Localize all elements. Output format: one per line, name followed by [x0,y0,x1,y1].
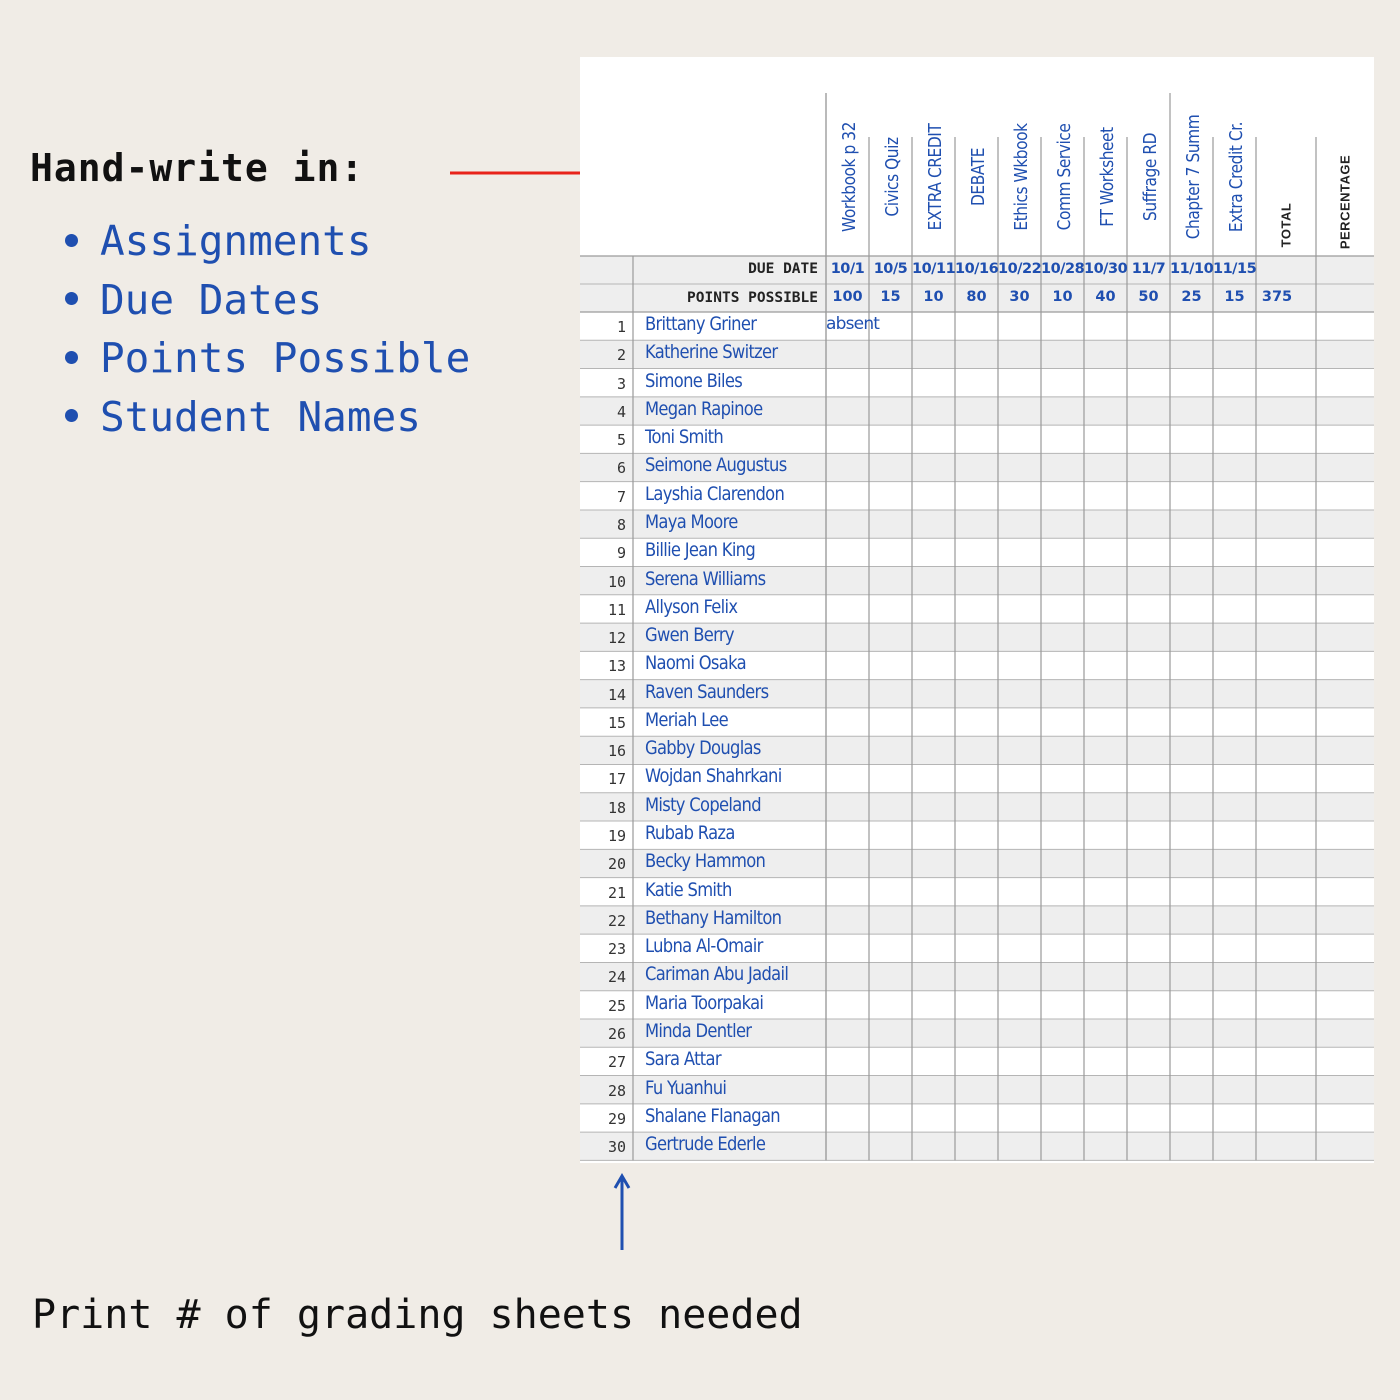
row-number: 30 [607,1138,626,1157]
due-date: 10/22 [998,261,1042,277]
row-number: 14 [607,685,626,704]
student-name: Meriah Lee [645,708,729,731]
points-possible: 10 [1052,289,1073,305]
due-date: 10/28 [1041,261,1085,277]
student-name: Sara Attar [645,1048,721,1071]
student-name: Shalane Flanagan [645,1104,780,1127]
row-number: 16 [607,742,626,761]
points-possible: 15 [880,289,901,305]
row-number: 24 [607,968,626,987]
due-date: 10/5 [873,261,908,277]
points-possible-label: POINTS POSSIBLE [687,290,818,306]
instruction-item: Assignments [65,215,470,274]
up-arrow-icon [612,1172,632,1252]
student-name: Cariman Abu Jadail [645,963,789,986]
row-number: 8 [616,515,626,534]
row-number: 7 [616,487,626,506]
row-number: 28 [607,1081,626,1100]
student-name: Minda Dentler [645,1020,752,1042]
instruction-item: Due Dates [65,274,470,333]
row-number: 11 [607,600,626,619]
student-name: Gabby Douglas [645,737,761,760]
points-possible: 30 [1009,289,1030,305]
row-number: 3 [616,374,626,393]
student-name: Fu Yuanhui [645,1076,727,1099]
row-number: 10 [607,572,626,591]
student-note: absent [826,314,880,334]
bullet-icon [65,409,78,422]
bullet-icon [65,292,78,305]
total-points: 375 [1261,289,1293,305]
student-name: Katie Smith [645,878,732,901]
row-number: 21 [607,883,626,902]
instruction-item: Points Possible [65,332,470,391]
student-name: Megan Rapinoe [645,397,763,420]
assignment-name: FT Worksheet [1097,127,1118,227]
assignment-name: Civics Quiz [882,137,903,217]
points-possible: 100 [832,289,863,305]
row-number: 27 [607,1053,626,1072]
student-name: Brittany Griner [645,313,757,335]
assignment-name: Comm Service [1054,123,1075,231]
instructions-list [65,215,470,449]
assignment-name: DEBATE [968,148,989,206]
assignment-name: Workbook p 32 [839,122,860,232]
student-name: Seimone Augustus [645,454,787,477]
due-date: 10/11 [912,261,956,277]
row-number: 6 [616,459,626,478]
row-number: 26 [607,1025,626,1043]
student-name: Naomi Osaka [645,652,746,675]
student-name: Maya Moore [645,510,738,533]
student-name: Gwen Berry [645,624,734,647]
student-name: Katherine Switzer [645,341,778,364]
row-number: 17 [607,770,626,789]
row-number: 23 [607,940,626,959]
student-name: Lubna Al-Omair [645,935,763,958]
student-name: Gertrude Ederle [645,1133,766,1156]
row-number: 2 [616,346,626,365]
bullet-icon [65,234,78,247]
student-name: Layshia Clarendon [645,482,785,505]
student-name: Becky Hammon [645,850,766,873]
points-possible: 10 [923,289,944,305]
row-number: 1 [616,318,626,336]
row-number: 25 [607,996,626,1015]
student-name: Misty Copeland [645,793,761,816]
assignment-name: Chapter 7 Summ [1183,114,1204,240]
due-date-label: DUE DATE [748,261,818,277]
row-number: 19 [607,827,626,846]
percentage-header: PERCENTAGE [1337,154,1353,250]
grading-sheet [580,57,1374,1163]
student-name: Wojdan Shahrkani [645,765,782,788]
row-number: 4 [616,402,626,421]
due-date: 11/15 [1213,261,1257,277]
bullet-icon [65,351,78,364]
print-instructions: Print # of grading sheets needed [32,1292,803,1338]
student-name: Allyson Felix [645,595,738,618]
points-possible: 40 [1095,289,1116,305]
assignment-name: Suffrage RD [1140,132,1161,222]
row-number: 9 [616,544,626,563]
row-number: 22 [607,911,626,930]
student-name: Billie Jean King [645,539,756,562]
total-header: TOTAL [1278,202,1294,248]
points-possible: 25 [1181,289,1202,305]
assignment-name: Extra Credit Cr. [1226,121,1247,233]
due-date: 10/1 [830,261,865,277]
student-name: Simone Biles [645,369,743,392]
row-number: 12 [607,629,626,648]
due-date: 10/16 [955,261,999,277]
points-possible: 50 [1138,289,1159,305]
row-number: 15 [607,713,626,732]
row-number: 29 [607,1109,626,1128]
row-number: 5 [616,431,626,450]
assignment-name: EXTRA CREDIT [925,123,946,231]
points-possible: 80 [966,289,987,305]
row-number: 20 [607,855,626,874]
row-number: 13 [607,657,626,676]
instruction-item: Student Names [65,391,470,450]
student-name: Bethany Hamilton [645,906,782,929]
due-date: 11/7 [1131,261,1166,277]
due-date: 10/30 [1084,261,1128,277]
row-number: 18 [607,798,626,817]
points-possible: 15 [1224,289,1245,305]
assignment-name: Ethics Wkbook [1011,123,1032,231]
student-name: Raven Saunders [645,680,769,703]
student-name: Toni Smith [645,426,724,449]
student-name: Maria Toorpakai [645,991,764,1014]
student-name: Serena Williams [645,567,766,590]
student-name: Rubab Raza [645,822,735,845]
due-date: 11/10 [1170,261,1214,277]
instructions-heading: Hand-write in: [30,146,365,190]
